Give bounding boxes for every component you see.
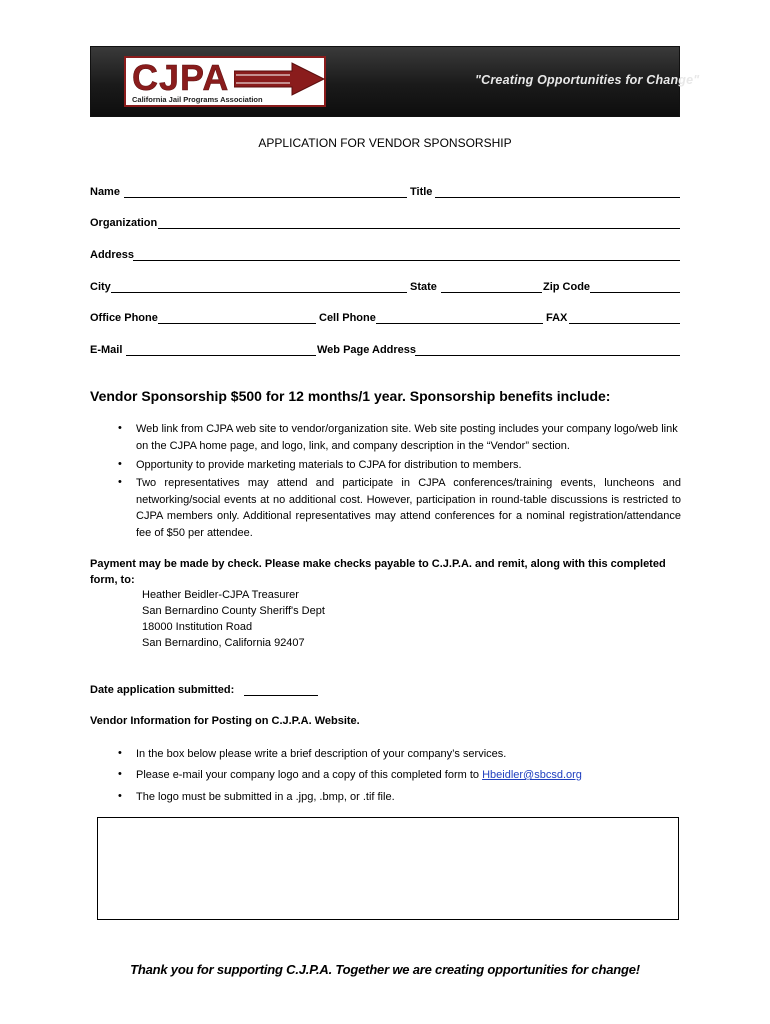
cell-phone-field[interactable] — [376, 323, 543, 324]
form-title: APPLICATION FOR VENDOR SPONSORSHIP — [258, 136, 512, 150]
date-field[interactable] — [244, 695, 318, 696]
zip-field[interactable] — [590, 292, 680, 293]
header-banner — [90, 46, 700, 117]
cjpa-logo — [124, 56, 326, 107]
fax-label: FAX — [546, 312, 568, 324]
vendor-item — [136, 767, 582, 784]
office-phone-field[interactable] — [158, 323, 316, 324]
zip-label: Zip Code — [543, 281, 591, 293]
web-label: Web Page Address — [317, 344, 417, 356]
email-field[interactable] — [126, 355, 316, 356]
state-field[interactable] — [441, 292, 542, 293]
address-line: San Bernardino County Sheriff's Dept — [142, 605, 325, 617]
address-line: 18000 Institution Road — [142, 621, 253, 633]
tagline: "Creating Opportunities for Change" — [475, 73, 700, 87]
vendor-item: In the box below please write a brief description of your company’s services. — [136, 748, 507, 760]
email-label: E-Mail — [90, 344, 123, 356]
vendor-item: The logo must be submitted in a .jpg, .bmp, or .tif file. — [136, 791, 395, 803]
address-field[interactable] — [133, 260, 680, 261]
benefit-item: Web link from CJPA web site to vendor/organization site. Web site posting includes your company logo/web link on the CJPA home page, and logo, link, and company description in the “Vendor” section. — [136, 423, 678, 452]
company-description-box[interactable] — [97, 817, 679, 920]
title-field[interactable] — [435, 197, 680, 198]
benefit-item: Opportunity to provide marketing materials to CJPA for distribution to members. — [136, 459, 522, 471]
logo-subtitle: California Jail Programs Association — [132, 95, 263, 104]
state-label: State — [410, 281, 437, 293]
bullet-icon: • — [118, 458, 122, 470]
treasurer-email-link[interactable]: Hbeidler@sbcsd.org — [482, 769, 582, 781]
arrow-icon — [234, 62, 326, 96]
date-label: Date application submitted: — [90, 684, 235, 696]
city-label: City — [90, 281, 111, 293]
web-field[interactable] — [415, 355, 680, 356]
office-phone-label: Office Phone — [90, 312, 158, 324]
benefit-item: Two representatives may attend and participate in CJPA conferences/training events, luncheons and networking/social events at no additional cost. However, participation in round-table discussions is restricted to CJPA members only. Additional representatives may attend conferences for a nominal registration/attendance fee of $50 per attendee. — [136, 477, 681, 539]
fax-field[interactable] — [569, 323, 680, 324]
organization-field[interactable] — [158, 228, 680, 229]
vendor-info-heading: Vendor Information for Posting on C.J.P.A. Website. — [90, 715, 360, 727]
bullet-icon: • — [118, 768, 122, 780]
name-label: Name — [90, 186, 120, 198]
address-line: Heather Beidler-CJPA Treasurer — [142, 589, 299, 601]
title-label: Title — [410, 186, 433, 198]
sponsorship-heading: Vendor Sponsorship $500 for 12 months/1 year. Sponsorship benefits include: — [90, 388, 611, 404]
cell-phone-label: Cell Phone — [319, 312, 376, 324]
bullet-icon: • — [118, 422, 122, 434]
name-field[interactable] — [124, 197, 407, 198]
bullet-icon: • — [118, 790, 122, 802]
bullet-icon: • — [118, 476, 122, 488]
thank-you-message: Thank you for supporting C.J.P.A. Together we are creating opportunities for change! — [130, 962, 640, 977]
address-line: San Bernardino, California 92407 — [142, 637, 305, 649]
organization-label: Organization — [90, 217, 158, 229]
address-label: Address — [90, 249, 135, 261]
bullet-icon: • — [118, 747, 122, 759]
vendor-item-text: Please e-mail your company logo and a copy of this completed form to — [136, 769, 483, 781]
city-field[interactable] — [111, 292, 407, 293]
payment-instructions: Payment may be made by check. Please make checks payable to C.J.P.A. and remit, along with this completed form, to: — [90, 558, 666, 586]
logo-text: CJPA — [132, 57, 230, 98]
